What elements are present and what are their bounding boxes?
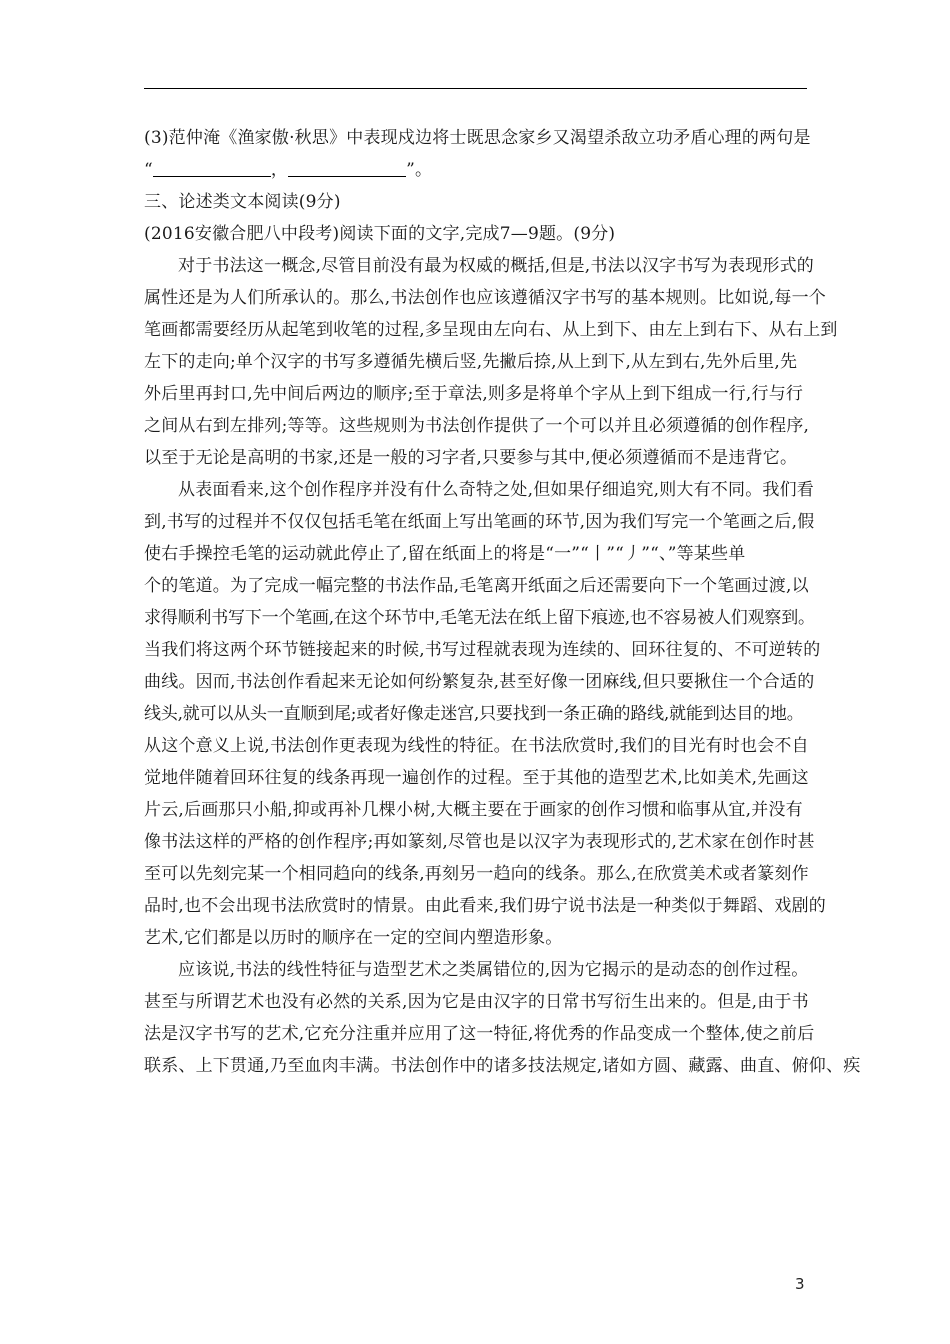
paragraph-line: 曲线。因而,书法创作看起来无论如何纷繁复杂,甚至好像一团麻线,但只要揪住一个合适的 <box>144 672 815 692</box>
paragraph-line: 从这个意义上说,书法创作更表现为线性的特征。在书法欣赏时,我们的目光有时也会不自 <box>144 736 809 756</box>
paragraph-line: 属性还是为人们所承认的。那么,书法创作也应该遵循汉字书写的基本规则。比如说,每一个 <box>144 288 827 308</box>
section-title: 三、论述类文本阅读(9分) <box>144 192 341 212</box>
paragraph-line: 以至于无论是高明的书家,还是一般的习字者,只要参与其中,便必须遵循而不是违背它。 <box>144 448 798 468</box>
document-body <box>144 122 861 1082</box>
paragraph-line: 法是汉字书写的艺术,它充分注重并应用了这一特征,将优秀的作品变成一个整体,使之前后 <box>144 1024 815 1044</box>
paragraph-line: 联系、上下贯通,乃至血肉丰满。书法创作中的诸多技法规定,诸如方圆、藏露、曲直、俯仰、疾 <box>144 1056 861 1076</box>
paragraph-line: 觉地伴随着回环往复的线条再现一遍创作的过程。至于其他的造型艺术,比如美术,先画这 <box>144 768 809 788</box>
paragraph-line: 笔画都需要经历从起笔到收笔的过程,多呈现由左向右、从上到下、由左上到右下、从右上到 <box>144 320 838 340</box>
paragraph-2 <box>144 474 827 954</box>
paragraph-line: 艺术,它们都是以历时的顺序在一定的空间内塑造形象。 <box>144 928 563 948</box>
paragraph-line: 线头,就可以从头一直顺到尾;或者好像走迷宫,只要找到一条正确的路线,就能到达目的地。 <box>144 704 804 724</box>
paragraph-line: 个的笔道。为了完成一幅完整的书法作品,毛笔离开纸面之后还需要向下一个笔画过渡,以 <box>144 576 809 596</box>
close-quote: ”。 <box>406 160 433 180</box>
paragraph-line: 左下的走向;单个汉字的书写多遵循先横后竖,先撇后捺,从上到下,从左到右,先外后里,先 <box>144 352 798 372</box>
source-line: (2016安徽合肥八中段考)阅读下面的文字,完成7—9题。(9分) <box>144 224 616 244</box>
paragraph-line: 当我们将这两个环节链接起来的时候,书写过程就表现为连续的、回环往复的、不可逆转的 <box>144 640 821 660</box>
paragraph-1 <box>144 250 838 474</box>
paragraph-line: 甚至与所谓艺术也没有必然的关系,因为它是由汉字的日常书写衍生出来的。但是,由于书 <box>144 992 809 1012</box>
paragraph-line: 应该说,书法的线性特征与造型艺术之类属错位的,因为它揭示的是动态的创作过程。 <box>178 960 809 980</box>
paragraph-line: 从表面看来,这个创作程序并没有什么奇特之处,但如果仔细追究,则大有不同。我们看 <box>178 480 815 500</box>
paragraph-line: 像书法这样的严格的创作程序;再如篆刻,尽管也是以汉字为表现形式的,艺术家在创作时甚 <box>144 832 815 852</box>
paragraph-line: 品时,也不会出现书法欣赏时的情景。由此看来,我们毋宁说书法是一种类似于舞蹈、戏剧的 <box>144 896 827 916</box>
header-rule <box>144 88 807 89</box>
paragraph-line: 片云,后画那只小船,抑或再补几棵小树,大概主要在于画家的创作习惯和临事从宜,并没有 <box>144 800 803 820</box>
paragraph-line: 外后里再封口,先中间后两边的顺序;至于章法,则多是将单个字从上到下组成一行,行与行 <box>144 384 804 404</box>
question-3-line: (3)范仲淹《渔家傲·秋思》中表现戍边将士既思念家乡又渴望杀敌立功矛盾心理的两句是 <box>144 128 811 148</box>
page-number: 3 <box>795 1275 805 1293</box>
paragraph-line: 到,书写的过程并不仅仅包括毛笔在纸面上写出笔画的环节,因为我们写完一个笔画之后,假 <box>144 512 815 532</box>
paragraph-line: 使右手操控毛笔的运动就此停止了,留在纸面上的将是“一”“丨”“丿”“、”等某些单 <box>144 544 746 564</box>
paragraph-line: 对于书法这一概念,尽管目前没有最为权威的概括,但是,书法以汉字书写为表现形式的 <box>178 256 815 276</box>
paragraph-line: 至可以先刻完某一个相同趋向的线条,再刻另一趋向的线条。那么,在欣赏美术或者篆刻作 <box>144 864 809 884</box>
comma: ， <box>270 160 289 180</box>
paragraph-3 <box>144 954 861 1082</box>
question-3-answer-line <box>144 154 814 186</box>
paragraph-line: 之间从右到左排列;等等。这些规则为书法创作提供了一个可以并且必须遵循的创作程序, <box>144 416 810 436</box>
answer-blank-1[interactable] <box>153 156 271 177</box>
paragraph-line: 求得顺利书写下一个笔画,在这个环节中,毛笔无法在纸上留下痕迹,也不容易被人们观察到。 <box>144 608 815 628</box>
open-quote: “ <box>144 160 153 180</box>
answer-blank-2[interactable] <box>288 156 406 177</box>
